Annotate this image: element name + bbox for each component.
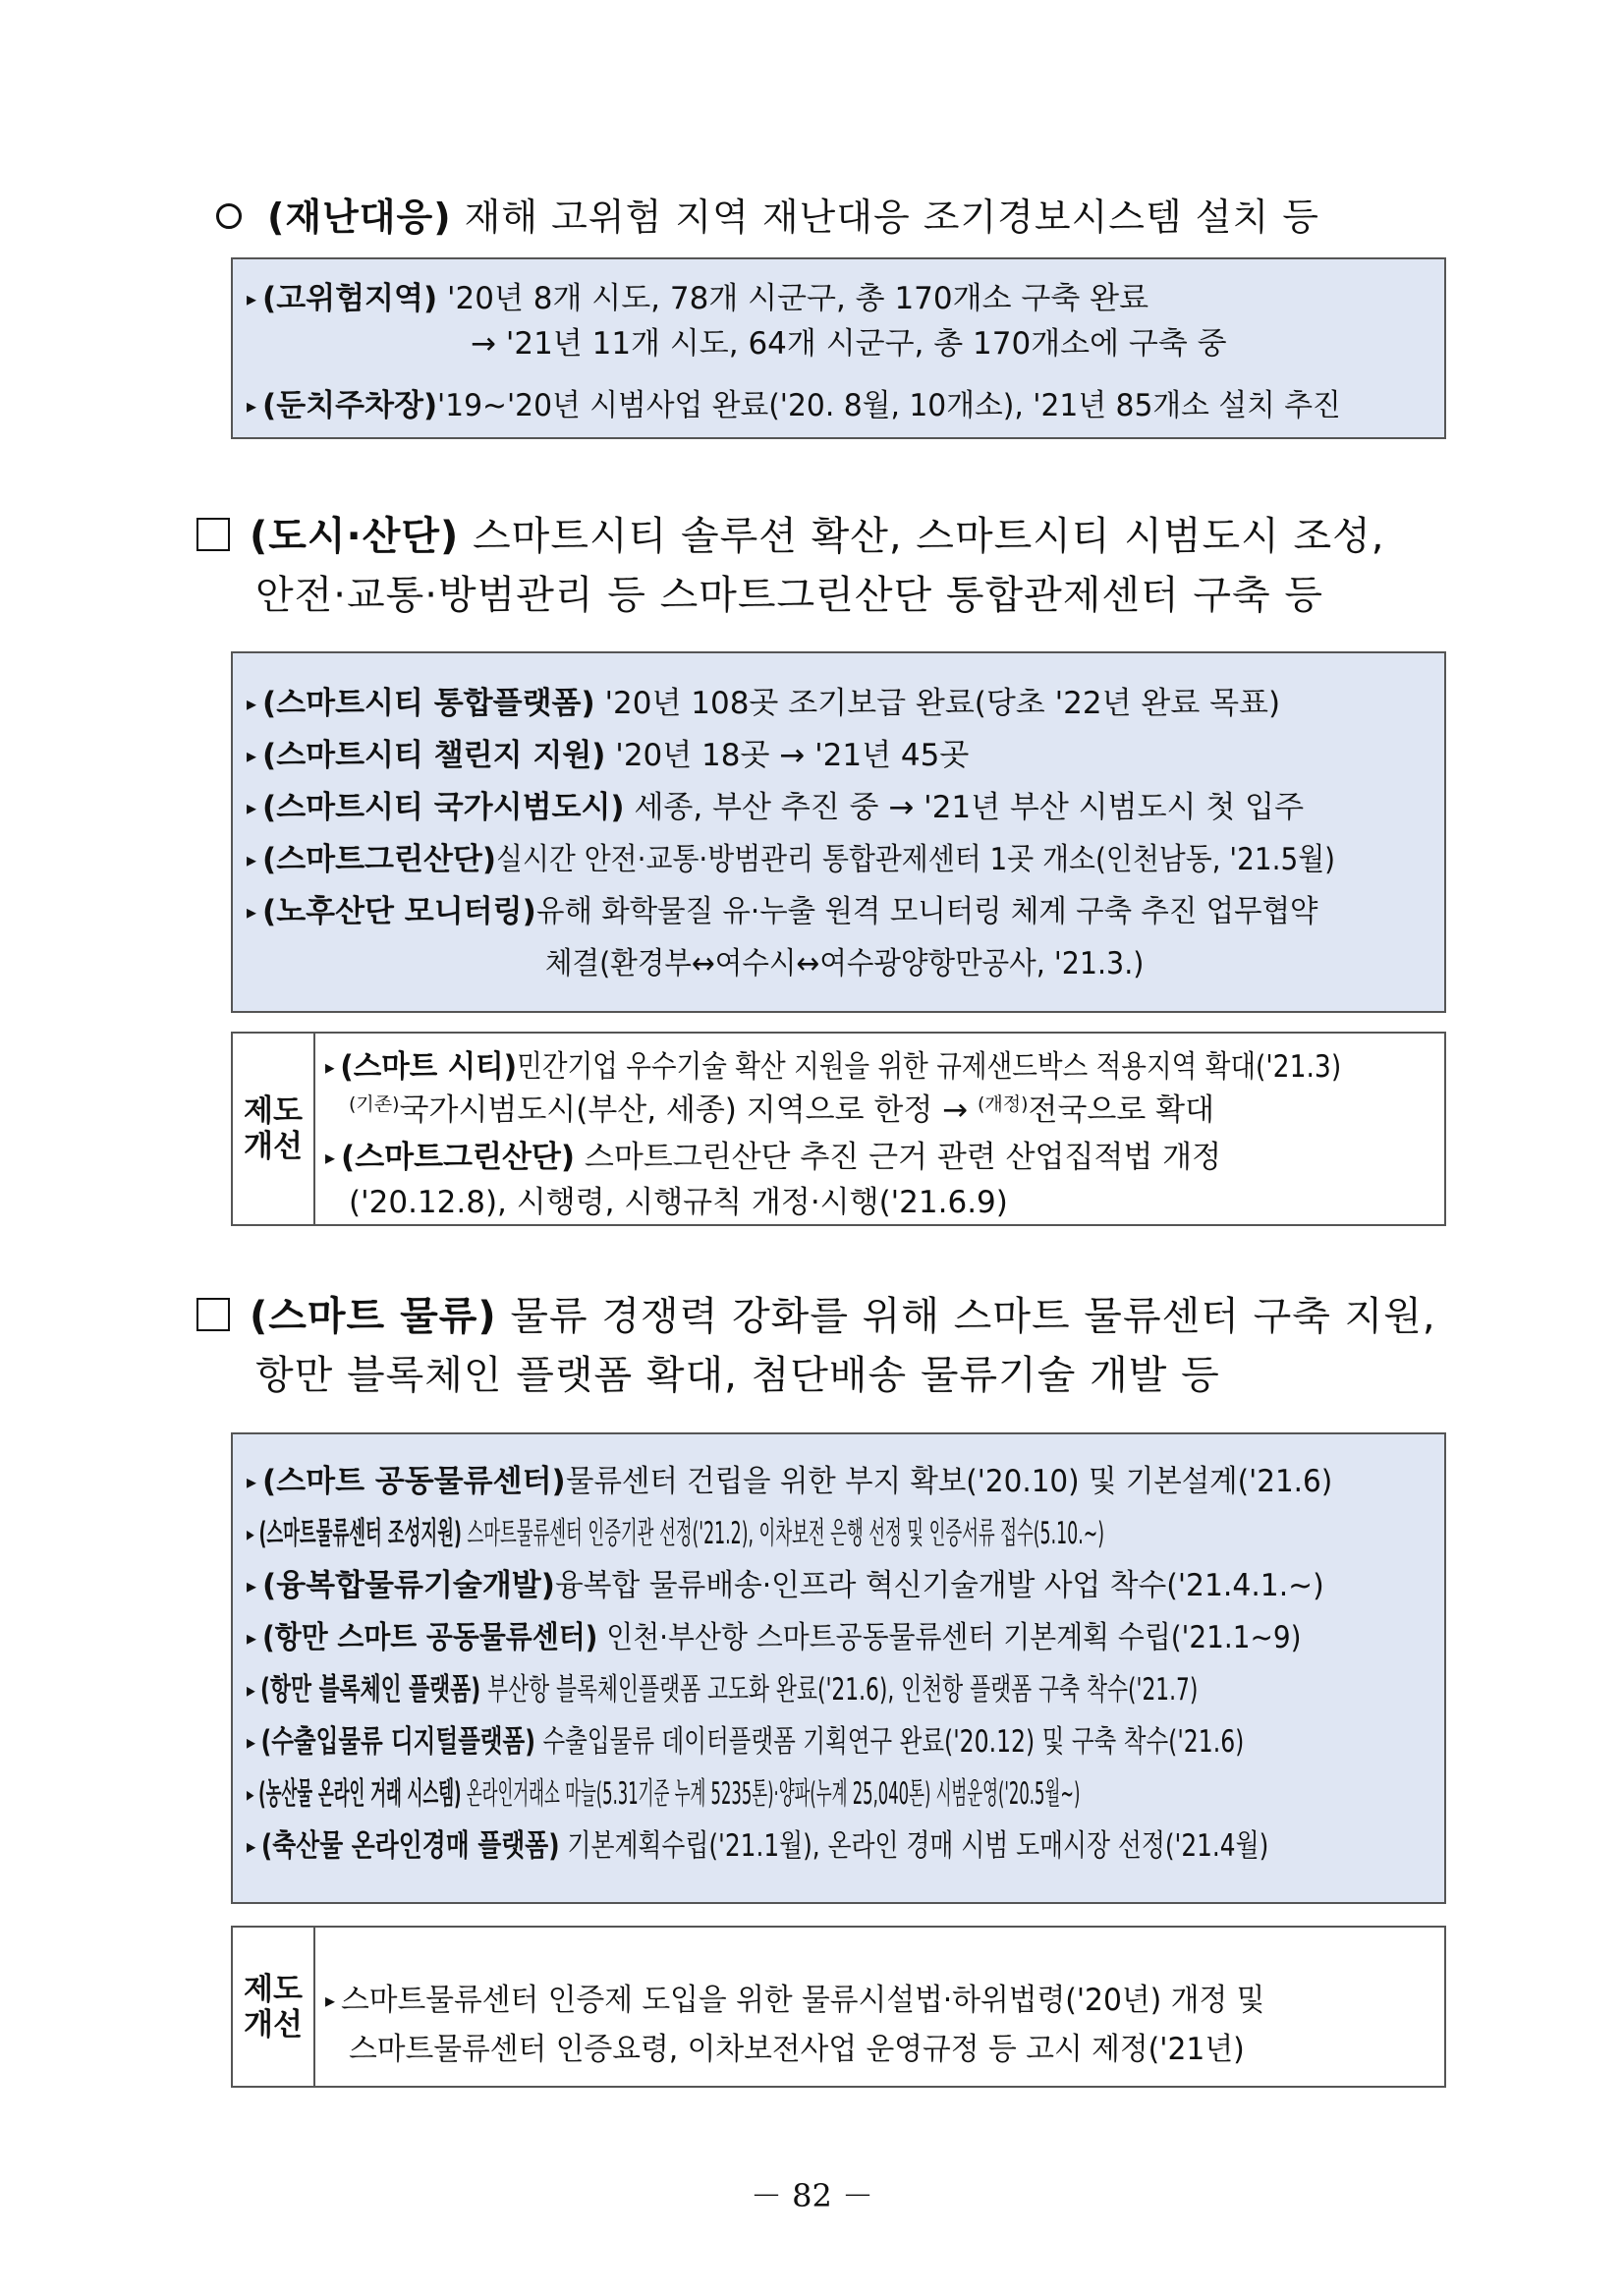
reform-label: [233, 1034, 315, 1224]
triangle-bullet-icon: ▸: [247, 1781, 254, 1806]
triangle-bullet-icon: ▸: [325, 1054, 335, 1079]
list-item: [471, 318, 1227, 363]
reform-item: [349, 1177, 1008, 1221]
triangle-bullet-icon: ▸: [247, 393, 257, 418]
reform-item-text: 스마트물류센터 인증요령, 이차보전사업 운영규정 등 고시 제정('21년): [349, 2032, 1245, 2067]
item-text: 인천·부산항 스마트공동물류센터 기본계획 수립('21.1~9): [597, 1620, 1302, 1655]
triangle-bullet-icon: ▸: [325, 1145, 336, 1169]
reform-sup-after: (개정): [977, 1093, 1029, 1115]
list-item: [247, 1560, 1356, 1604]
item-label: (축산물 온라인경매 플랫폼): [260, 1828, 560, 1864]
item-label: (융복합물류기술개발): [262, 1568, 555, 1603]
section3-heading-line1: 물류 경쟁력 강화를 위해 스마트 물류센터 구축 지원,: [496, 1294, 1436, 1339]
triangle-bullet-icon: ▸: [247, 899, 257, 924]
triangle-bullet-icon: ▸: [247, 1573, 257, 1597]
list-item: [247, 273, 1148, 317]
triangle-bullet-icon: ▸: [247, 1521, 254, 1545]
triangle-bullet-icon: ▸: [247, 1833, 256, 1858]
item-label: (둔치주차장): [262, 388, 438, 423]
item-text: 융복합 물류배송·인프라 혁신기술개발 사업 착수('21.4.1.~): [554, 1568, 1324, 1603]
reform-item: [349, 1085, 1214, 1129]
square-bullet-icon: [196, 518, 230, 551]
triangle-bullet-icon: ▸: [247, 743, 257, 767]
item-label: (고위험지역): [262, 281, 438, 316]
list-item: [247, 380, 1378, 424]
section3-heading-label: (스마트 물류): [250, 1294, 497, 1339]
item-text: 유해 화학물질 유·누출 원격 모니터링 체계 구축 추진 업무협약: [535, 894, 1318, 929]
item-text: 체결(환경부↔여수시↔여수광양항만공사, '21.3.): [545, 946, 1145, 981]
page-number: － 82 －: [750, 2177, 874, 2214]
section2-reform-box: [231, 1032, 1446, 1226]
item-label: (스마트그린산단): [262, 842, 497, 877]
square-bullet-icon: [196, 1298, 230, 1331]
item-text: '20년 8개 시도, 78개 시군구, 총 170개소 구축 완료: [437, 281, 1149, 316]
section2-heading: [196, 507, 1385, 625]
section1-heading-label: (재난대응): [267, 196, 452, 239]
item-label: (항만 스마트 공동물류센터): [262, 1620, 598, 1655]
item-text: '20년 18곳 → '21년 45곳: [605, 738, 970, 773]
section1-heading: [216, 187, 1444, 241]
reform-item-text: ('20.12.8), 시행령, 시행규칙 개정·시행('21.6.9): [349, 1185, 1008, 1220]
item-text: '19~'20년 시범사업 완료('20. 8월, 10개소), '21년 85개소 설치 추진: [437, 388, 1341, 423]
reform-label: [233, 1928, 315, 2086]
reform-item: [325, 1975, 1304, 2019]
list-item: [247, 834, 1428, 878]
triangle-bullet-icon: ▸: [247, 286, 257, 310]
triangle-bullet-icon: ▸: [247, 1469, 257, 1493]
list-item: [247, 730, 969, 774]
list-item: [247, 886, 1359, 930]
item-label: (스마트시티 챌린지 지원): [262, 738, 606, 773]
list-item: [247, 782, 1304, 826]
triangle-bullet-icon: ▸: [247, 1625, 257, 1650]
item-text: 세종, 부산 추진 중 → '21년 부산 시범도시 첫 입주: [624, 790, 1305, 825]
section3-box: [231, 1432, 1446, 1904]
reform-item-label: (스마트 시티): [340, 1049, 518, 1085]
reform-sup-before: (기존): [349, 1093, 400, 1115]
reform-item: [349, 2024, 1282, 2068]
section2-heading-line1: 스마트시티 솔루션 확산, 스마트시티 시범도시 조성,: [459, 514, 1385, 559]
triangle-bullet-icon: ▸: [247, 1729, 256, 1754]
triangle-bullet-icon: ▸: [247, 1677, 255, 1702]
reform-item-text: 전국으로 확대: [1028, 1092, 1215, 1128]
list-item: [247, 678, 1280, 722]
item-label: (항만 블록체인 플랫폼): [260, 1672, 481, 1708]
reform-item: [325, 1132, 1221, 1176]
triangle-bullet-icon: ▸: [247, 795, 257, 819]
item-text: 스마트물류센터 인증기관 선정('21.2), 이차보전 은행 선정 및 인증서류 접수(5.10.~): [461, 1516, 1105, 1551]
item-text: '20년 108곳 조기보급 완료(당초 '22년 완료 목표): [594, 686, 1281, 721]
item-text: 물류센터 건립을 위한 부지 확보('20.10) 및 기본설계('21.6): [565, 1464, 1332, 1499]
triangle-bullet-icon: ▸: [247, 691, 257, 715]
list-item: [247, 1508, 1433, 1552]
item-label: (스마트시티 국가시범도시): [262, 790, 625, 825]
reform-label-line1: 제도: [244, 1093, 303, 1129]
reform-label-line1: 제도: [244, 1971, 303, 2007]
list-item: [247, 1456, 1372, 1500]
item-text: 부산항 블록체인플랫폼 고도화 완료('21.6), 인천항 플랫폼 구축 착수('21.7): [480, 1672, 1199, 1708]
item-label: (스마트 공동물류센터): [262, 1464, 566, 1499]
section2-heading-line2: 안전·교통·방범관리 등 스마트그린산단 통합관제센터 구축 등: [255, 573, 1324, 618]
section2-heading-label: (도시·산단): [250, 514, 460, 559]
list-item: [247, 1664, 1432, 1708]
reform-label-line2: 개선: [244, 2006, 303, 2043]
item-text: 온라인거래소 마늘(5.31기준 누계 5235톤)·양파(누계 25,040톤) 시범운영('20.5월~): [461, 1776, 1081, 1812]
item-text: 기본계획수립('21.1월), 온라인 경매 시범 도매시장 선정('21.4월): [559, 1828, 1269, 1864]
reform-item-text: 민간기업 우수기술 확산 지원을 위한 규제샌드박스 적용지역 확대('21.3): [517, 1049, 1342, 1085]
list-item: [545, 938, 1196, 982]
item-label: (스마트시티 통합플랫폼): [262, 686, 595, 721]
section1-heading-text: 재해 고위험 지역 재난대응 조기경보시스템 설치 등: [451, 196, 1320, 239]
reform-item-label: (스마트그린산단): [341, 1140, 576, 1175]
item-text: 실시간 안전·교통·방범관리 통합관제센터 1곳 개소(인천남동, '21.5월): [496, 842, 1336, 877]
list-item: [247, 1820, 1432, 1865]
section3-reform-box: [231, 1926, 1446, 2088]
list-item: [247, 1716, 1431, 1761]
list-item: [247, 1612, 1417, 1656]
triangle-bullet-icon: ▸: [247, 847, 257, 871]
triangle-bullet-icon: ▸: [325, 1988, 336, 2012]
section3-heading-line2: 항만 블록체인 플랫폼 확대, 첨단배송 물류기술 개발 등: [255, 1353, 1220, 1398]
item-label: (농산물 온라인 거래 시스템): [258, 1776, 462, 1812]
reform-item: [325, 1041, 1432, 1086]
item-label: (스마트물류센터 조성지원): [258, 1516, 462, 1551]
reform-item-text: 스마트물류센터 인증제 도입을 위한 물류시설법·하위법령('20년) 개정 및: [341, 1983, 1265, 2018]
section3-heading: [196, 1287, 1436, 1405]
item-text: → '21년 11개 시도, 64개 시군구, 총 170개소에 구축 중: [471, 326, 1227, 362]
item-label: (수출입물류 디지털플랫폼): [260, 1724, 536, 1760]
item-text: 수출입물류 데이터플랫폼 기획연구 완료('20.12) 및 구축 착수('21.6): [535, 1724, 1245, 1760]
section1-box: [231, 257, 1446, 439]
item-label: (노후산단 모니터링): [262, 894, 536, 929]
reform-label-line2: 개선: [244, 1129, 303, 1164]
section2-box: [231, 651, 1446, 1013]
list-item: [247, 1768, 1432, 1813]
reform-item-text: 국가시범도시(부산, 세종) 지역으로 한정 →: [399, 1092, 978, 1128]
circle-bullet-icon: [216, 203, 242, 229]
reform-item-text: 스마트그린산단 추진 근거 관련 산업집적법 개정: [575, 1140, 1222, 1175]
